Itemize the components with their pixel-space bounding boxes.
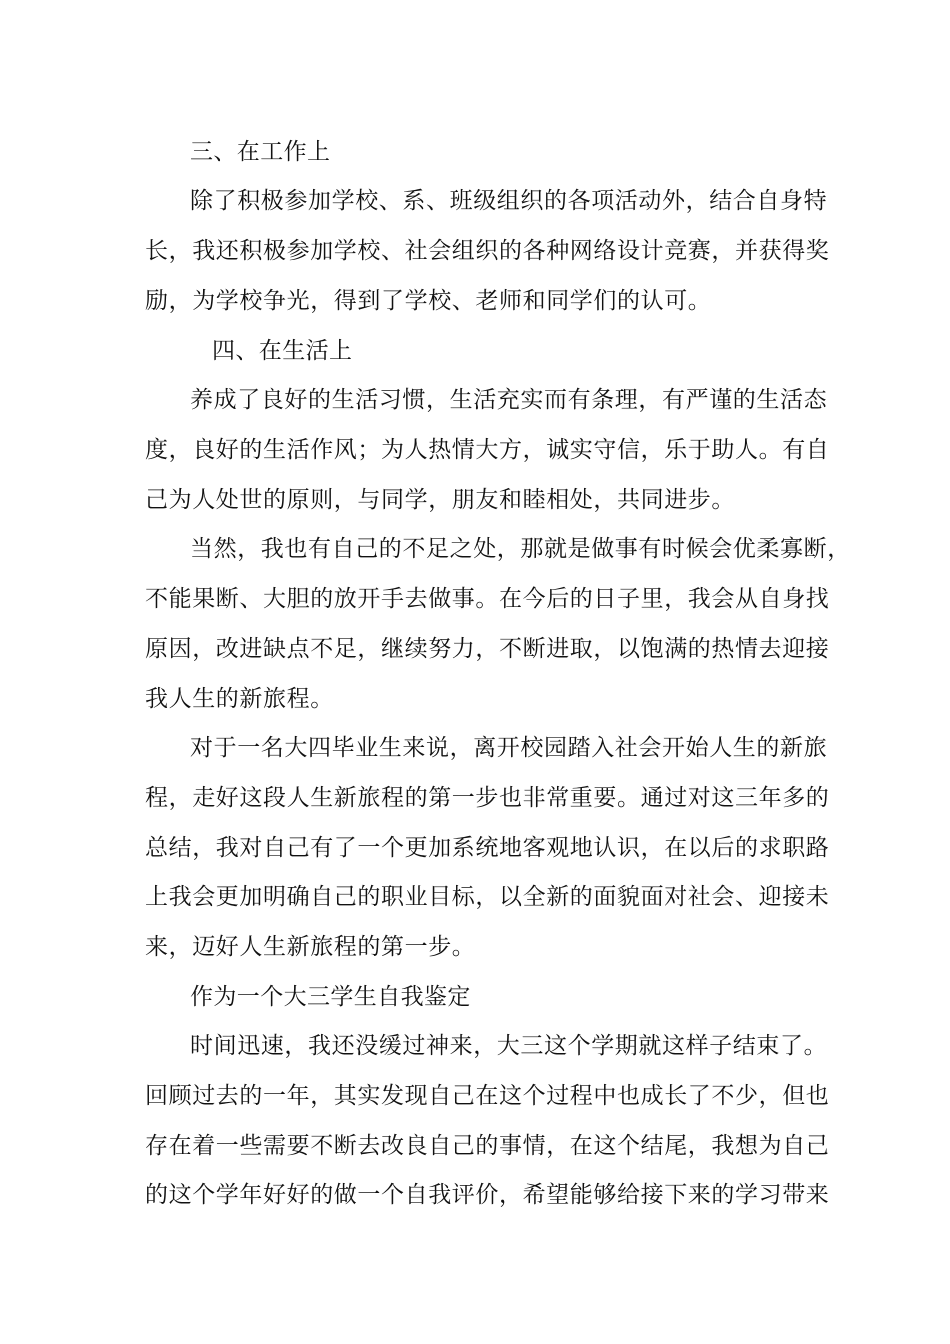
- section-heading-work: 三、在工作上: [190, 139, 331, 165]
- paragraph-line: 的这个学年好好的做一个自我评价，希望能够给接下来的学习带来: [145, 1182, 830, 1208]
- paragraph-line: 养成了良好的生活习惯，生活充实而有条理，有严谨的生活态: [190, 387, 828, 413]
- paragraph-line: 回顾过去的一年，其实发现自己在这个过程中也成长了不少，但也: [145, 1083, 830, 1109]
- paragraph-line: 不能果断、大胆的放开手去做事。在今后的日子里，我会从自身找: [145, 586, 830, 612]
- paragraph-line: 时间迅速，我还没缓过神来，大三这个学期就这样子结束了。: [190, 1033, 828, 1059]
- paragraph-line: 对于一名大四毕业生来说，离开校园踏入社会开始人生的新旅: [190, 735, 828, 761]
- section-heading-life: 四、在生活上: [212, 338, 353, 364]
- paragraph-line: 程，走好这段人生新旅程的第一步也非常重要。通过对这三年多的: [145, 785, 830, 811]
- paragraph-line: 励，为学校争光，得到了学校、老师和同学们的认可。: [145, 288, 712, 314]
- paragraph-line: 总结，我对自己有了一个更加系统地客观地认识，在以后的求职路: [145, 835, 830, 861]
- paragraph-line: 原因，改进缺点不足，继续努力，不断进取，以饱满的热情去迎接: [145, 636, 830, 662]
- paragraph-line: 上我会更加明确自己的职业目标，以全新的面貌面对社会、迎接未: [145, 884, 830, 910]
- paragraph-line: 当然，我也有自己的不足之处，那就是做事有时候会优柔寡断，: [190, 536, 851, 562]
- paragraph-line: 来，迈好人生新旅程的第一步。: [145, 934, 476, 960]
- paragraph-line: 存在着一些需要不断去改良自己的事情，在这个结尾，我想为自己: [145, 1133, 830, 1159]
- paragraph-line: 长，我还积极参加学校、社会组织的各种网络设计竞赛，并获得奖: [145, 238, 830, 264]
- paragraph-line: 己为人处世的原则，与同学，朋友和睦相处，共同进步。: [145, 487, 735, 513]
- paragraph-line: 度，良好的生活作风；为人热情大方，诚实守信，乐于助人。有自: [145, 437, 830, 463]
- paragraph-line: 除了积极参加学校、系、班级组织的各项活动外，结合自身特: [190, 188, 828, 214]
- section-heading-self-assessment: 作为一个大三学生自我鉴定: [190, 984, 471, 1010]
- paragraph-line: 我人生的新旅程。: [145, 686, 334, 712]
